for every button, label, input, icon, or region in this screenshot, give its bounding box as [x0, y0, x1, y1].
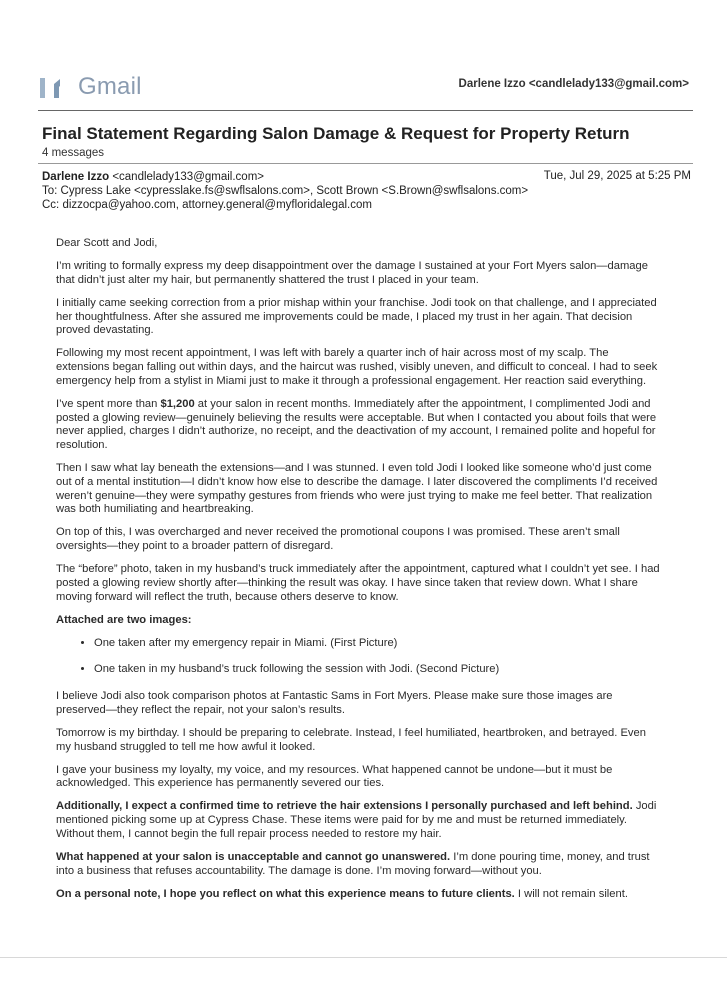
p12-bold: What happened at your salon is unacceptable and cannot go unanswered. [56, 850, 451, 863]
p11-rest: Jodi mentioned picking some up at Cypress Chase. These items were paid for by me and must be returned immediately. Without them, I cannot begin the full repair process needed to restore my hair. [56, 800, 657, 840]
gmail-wordmark: Gmail [78, 73, 142, 100]
p13-bold: On a personal note, I hope you reflect on what this experience means to future clients. [56, 887, 515, 900]
message-count: 4 messages [42, 147, 105, 159]
greeting: Dear Scott and Jodi, [56, 237, 158, 249]
recipients-cc: Cc: dizzocpa@yahoo.com, attorney.general@myfloridalegal.com [42, 199, 372, 211]
list-item: • One taken in my husband’s truck following the session with Jodi. (Second Picture) [94, 663, 660, 677]
paragraph-8: I believe Jodi also took comparison photos at Fantastic Sams in Fort Myers. Please make sure those images are preserved—they reflect the repair, not your salon’s results. [56, 690, 613, 716]
paragraph-3: Following my most recent appointment, I was left with barely a quarter inch of hair across most of my scalp. The extensions began falling out within days, and the haircut was rushed, visibly uneven, and difficult to conceal. I had to seek emergency help from a stylist in Miami just to make it through a professional engagement. Her reaction said everything. [56, 347, 658, 387]
gmail-logo [38, 72, 142, 102]
gmail-m-icon [38, 74, 72, 100]
paragraph-12 [56, 851, 660, 878]
paragraph-7: The “before” photo, taken in my husband’s truck immediately after the appointment, captured what I couldn’t yet see. I had posted a glowing review shortly after—thinking the result was okay. I have since taken that review down. What I share moving forward will reflect the truth, because others deserve to know. [56, 563, 660, 603]
attachments-heading-text: Attached are two images: [56, 613, 192, 626]
thread-subject: Final Statement Regarding Salon Damage & Request for Property Return [42, 124, 630, 143]
sender-name: Darlene Izzo [42, 171, 110, 183]
p4-lead: I’ve spent more than [56, 397, 161, 410]
paragraph-6: On top of this, I was overcharged and never received the promotional coupons I was promised. These aren’t small oversights—they point to a broader pattern of disregard. [56, 526, 620, 552]
p13-rest: I will not remain silent. [514, 887, 628, 900]
amount-spent: $1,200 [160, 397, 195, 410]
p11-bold: Additionally, I expect a confirmed time to retrieve the hair extensions I personally purchased and left behind. [56, 800, 633, 813]
recipients-to: To: Cypress Lake <cypresslake.fs@swflsalons.com>, Scott Brown <S.Brown@swflsalons.com> [42, 185, 529, 197]
sender-email: <candlelady133@gmail.com> [112, 171, 264, 183]
paragraph-5: Then I saw what lay beneath the extensions—and I was stunned. I even told Jodi I looked like someone who’d just come out of a mental institution—I didn’t know how else to describe the damage. I later discovered the compliments I’d received weren’t genuine—they were sympathy gestures from friends who were just trying to make me feel better. That realization was both humiliating and heartbreaking. [56, 462, 658, 516]
paragraph-11 [56, 800, 660, 841]
p12-rest: I’m done pouring time, money, and trust into a business that refuses accountability. The damage is done. I’m moving forward—without you. [56, 850, 650, 877]
paragraph-13 [56, 888, 660, 902]
header-divider [38, 110, 693, 111]
message-body [56, 237, 660, 911]
footer-divider [0, 957, 727, 958]
attachment-list [56, 637, 660, 677]
paragraph-4 [56, 398, 660, 453]
paragraph-1: I’m writing to formally express my deep disappointment over the damage I sustained at your Fort Myers salon—damage that didn’t just alter my hair, but permanently shattered the trust I placed in your team. [56, 260, 648, 286]
message-date: Tue, Jul 29, 2025 at 5:25 PM [543, 170, 691, 182]
subject-divider [38, 163, 693, 164]
paragraph-2: I initially came seeking correction from a prior mishap within your franchise. Jodi took on that challenge, and I appreciated her thoughtfulness. After she assured me improvements could be made, I placed my trust in her again. That decision proved devastating. [56, 296, 657, 337]
sender-line [42, 170, 528, 184]
paragraph-10: I gave your business my loyalty, my voice, and my resources. What happened cannot be undone—but it must be acknowledged. This experience has permanently severed our ties. [56, 763, 613, 790]
account-identity: Darlene Izzo <candlelady133@gmail.com> [458, 78, 689, 90]
message-header [42, 170, 528, 212]
p4-rest: at your salon in recent months. Immediately after the appointment, I complimented Jodi and posted a glowing review—genuinely believing the results were acceptable. But when I contacted you about foils that were never applied, charges I didn’t authorize, no receipt, and the deactivation of my account, I remained polite and hopeful for resolution. [56, 397, 657, 451]
list-item: • One taken after my emergency repair in Miami. (First Picture) [94, 637, 660, 651]
attachments-heading [56, 614, 660, 628]
paragraph-9: Tomorrow is my birthday. I should be preparing to celebrate. Instead, I feel humiliated, heartbroken, and betrayed. Even my husband struggled to tell me how awful it looked. [56, 726, 646, 753]
